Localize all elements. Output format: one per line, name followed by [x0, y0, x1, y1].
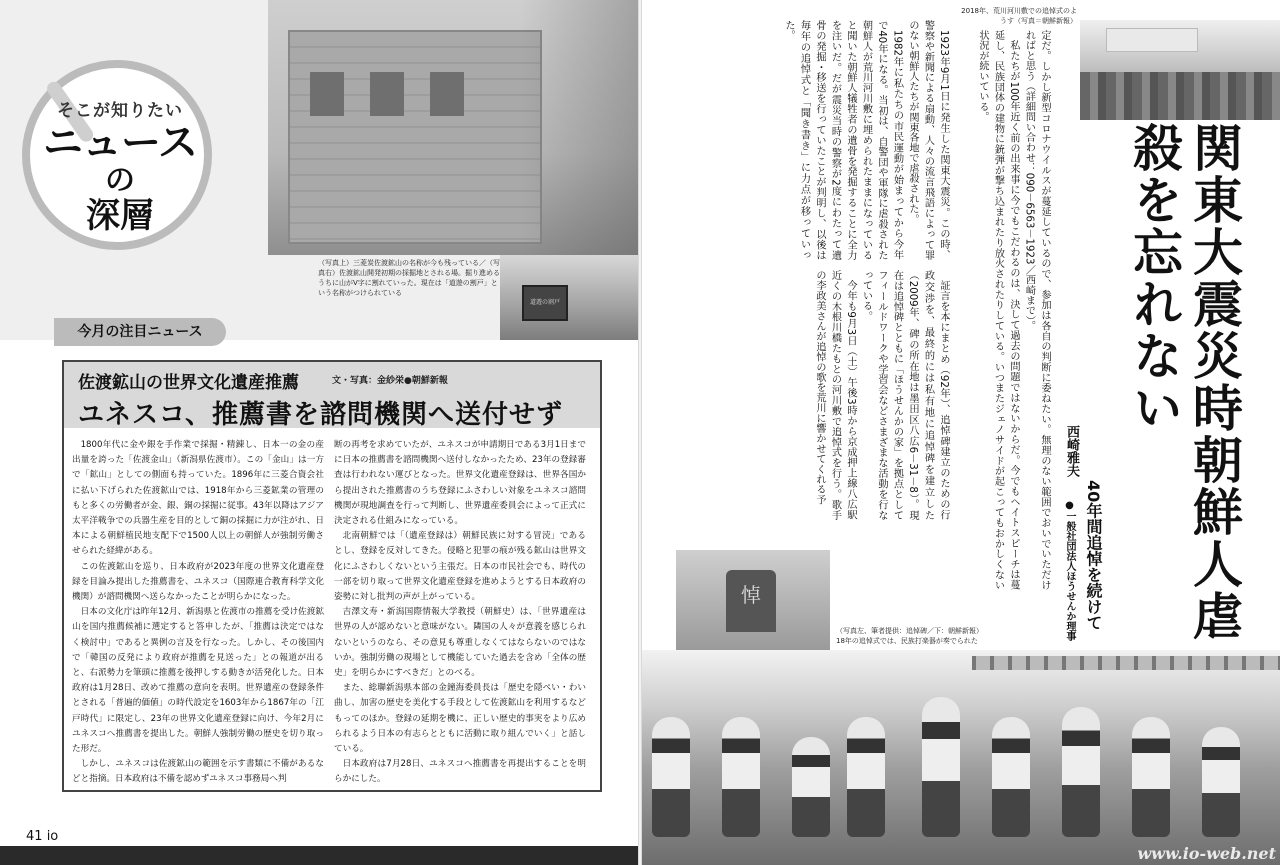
dancer — [992, 717, 1030, 837]
dancer — [1132, 717, 1170, 837]
dancer — [922, 697, 960, 837]
signboard-text: 道遊の割戸 — [529, 299, 560, 306]
article-column-2 — [334, 438, 586, 788]
corner-title-line1: そこが知りたい — [57, 101, 183, 121]
essay-block-3 — [852, 30, 1052, 590]
dancer — [1202, 727, 1240, 837]
paragraph: 私たちが100年近く前の出来事に今でもこだわるのは、決して過去の問題ではないからだ。今でもヘイトスピーチは蔓延し、民族団体の建物に銃弾が撃ち込まれたり放火されたりしている。いつまたジェノサイドが起こってもおかしくない状況が続いている。 — [977, 30, 1019, 590]
paragraph: また、総聯新潟県本部の金鐘海委員長は「歴史を隠ぺい・わい曲し、加害の歴史を美化する手段として佐渡鉱山を利用するなどもってのほか。登録の延期を機に、正しい歴史的事実をより広められるよう日本の有志らとともに活動に取り組んでいく」と話している。 — [334, 683, 586, 755]
mine-building-photo — [268, 0, 640, 255]
corner-title-line2: ニュース — [43, 120, 197, 166]
stone-photo-caption: （写真左、筆者提供：追悼碑／下：朝鮮新報）18年の追悼式では、民族打楽器が奏でられた — [836, 627, 983, 645]
memorial-ceremony-photo — [1080, 20, 1280, 120]
bridge — [972, 656, 1280, 670]
site-watermark: www.io-web.net — [1137, 844, 1276, 863]
paragraph: 定だ。しかし新型コロナウイルスが蔓延しているので、参加は各自の判断に委ねたい。無理のない範囲でおいでいただければと思う（詳細問い合わせ：090－6563－1923／西崎まで）。 — [1023, 30, 1050, 590]
doyu-split-photo — [500, 255, 640, 340]
building-window — [310, 72, 344, 116]
paragraph: 1800年代に金や銀を手作業で採掘・精錬し、日本一の金の産出量を誇った「佐渡金山」（新潟県佐渡市）。この「金山」は一方で「鉱山」としての側面も持っていた。1896年に三菱合資会社に払い下げられた佐渡鉱山では、1918年から三菱鉱業の管理のもと多くの労働者が金、銀、銅の採掘に従事。43年以降はアジア太平洋戦争での兵器生産を目的として銅の採掘に力が注がれ、日本による朝鮮植民地支配下で1500人以上の朝鮮人が強制労働させられた経緯がある。 — [72, 440, 324, 557]
corner-title — [35, 96, 205, 235]
author-name: 西崎雅夫 — [1064, 425, 1079, 477]
building-window — [430, 72, 464, 116]
paragraph: 1982年に私たちの市民運動が始まってから今年で40年になる。当初は、自警団や軍隊に虐殺された朝鮮人が荒川河川敷に埋められたままになっていると聞いた朝鮮人犠牲者の遺骨を発掘することに全力を注いだ。だが震災当時の警察が2度にわたって遺骨の発掘・移送を行っていたことが判明し、以後は毎年の追悼式と「聞き書き」に力点が移っていった。 — [783, 20, 903, 260]
photo-caption: （写真上）三菱炭佐渡鉱山の名称が今も残っている／（写真右）佐渡鉱山開発初期の採掘地とされる場。掘り進めるうちに山がV字に割れていった。現在は「道遊の割戸」という名称がつけられている — [318, 259, 500, 297]
dancer — [847, 717, 885, 837]
corner-title-line3: の — [105, 163, 135, 198]
crowd — [1080, 72, 1280, 120]
paragraph: しかし、ユネスコは佐渡鉱山の範囲を示す書類に不備があるなどと指摘。日本政府は不備を認めずユネスコ事務局へ判 — [72, 759, 324, 785]
author-affiliation: ●一般社団法人ほうせんか理事 — [1064, 500, 1075, 641]
paragraph: 日本の文化庁は昨年12月、新潟県と佐渡市の推薦を受け佐渡鉱山を国内推薦候補に選定すると答申したが、「推薦は決定ではなく検討中」であると異例の言及を行なった。しかし、その後国内で「韓国の反発により政府が推薦を見送った」との報道が出ると、右派勢力を筆頭に推薦を後押しする動きが活発化した。日本政府は1月28日、改めて推薦の意向を表明。世界遺産の登録条件とされる「普遍的価値」の時代設定を1603年から1867年の「江戸時代」に限定し、23年の世界文化遺産登録に向け、今年2月にユネスコへ推薦書を提出した。朝鮮人強制労働の歴史を切り取った形だ。 — [72, 607, 324, 755]
paragraph: この佐渡鉱山を巡り、日本政府が2023年度の世界文化遺産登録を目論み提出した推薦書を、ユネスコ（国際連合教育科学文化機関）が諮問機関へ送らなかったことが明らかになった。 — [72, 561, 324, 603]
bottom-bar — [0, 846, 640, 865]
paragraph: 証言を本にまとめ（92年）、追悼碑建立のための行政交渉を、最終的には私有地に追悼碑を建立した（2009年、碑の所在地は墨田区八広6－31－8）。現在は追悼碑とともに「ほうせんかの家」を拠点としてフィールドワークや学習会などさまざまな活動を行なっている。 — [860, 270, 949, 520]
news-article — [62, 360, 602, 792]
article-header — [64, 362, 600, 428]
tent — [1106, 28, 1198, 52]
dancer — [722, 717, 760, 837]
tree-branches — [520, 0, 640, 255]
feature-subtitle: 40年間追悼を続けて — [1084, 480, 1103, 631]
dancer — [792, 737, 830, 837]
corner-title-line4: 深層 — [86, 196, 154, 236]
feature-title: 関東大震災時朝鮮人虐殺を忘れない — [1125, 122, 1243, 642]
page-number: 41 — [26, 829, 43, 844]
paragraph: 断の再考を求めていたが、ユネスコが申請期日である3月1日までに日本の推薦書を諮問機関へ送付しなかったため、23年の登録審査は行われない運びとなった。世界文化遺産登録は、世界各国から提出された推薦書のうち登録にふさわしい対象をユネスコ諮問機関が現地調査を行って判断し、世界遺産委員会によって正式に決定される仕組みになっている。 — [334, 440, 586, 527]
building-wall — [288, 30, 542, 244]
paragraph: 北南朝鮮では「（遺産登録は）朝鮮民族に対する冒涜」であるとし、登録を反対してきた。侵略と犯罪の痕が残る鉱山は世界文化にふさわしくないという主張だ。日本の市民社会でも、時代の一部を切り取って世界文化遺産登録を進めようとする日本政府の姿勢に対し批判の声が上がっている。 — [334, 531, 586, 603]
magazine-name: io — [46, 829, 59, 844]
article-kicker: 佐渡鉱山の世界文化遺産推薦 — [78, 373, 299, 393]
article-headline: ユネスコ、推薦書を諮問機関へ送付せず — [78, 400, 563, 430]
paragraph: 今年も9月3日（土）午後3時から京成押上線八広駅近くの木根川橋たもとの河川敷で追悼式を行う。歌手の李政美さんが追悼の歌を荒川に響かせてくれる予 — [814, 270, 856, 520]
memorial-stone-photo — [676, 550, 830, 650]
right-page — [642, 0, 1280, 865]
paragraph: 日本政府は7月28日、ユネスコへ推薦書を再提出することを明らかにした。 — [334, 759, 586, 785]
memorial-photo-caption: 2018年、荒川河川敷での追悼式のようす（写真＝朝鮮新報） — [961, 7, 1077, 25]
page-folio — [26, 829, 58, 844]
article-byline: 文・写真：金紗栄●朝鮮新報 — [332, 376, 448, 386]
section-tag: 今月の注目ニュース — [54, 318, 226, 346]
article-column-1 — [72, 438, 324, 788]
dancers-photo — [642, 650, 1280, 865]
signboard — [522, 285, 568, 321]
memorial-stone: 悼 — [726, 570, 776, 632]
dancer — [1062, 707, 1100, 837]
paragraph: 1923年9月1日に発生した関東大震災。この時、警察や新聞による扇動、人々の流言飛語によって罪のない朝鮮人たちが関東各地で虐殺された。 — [907, 20, 949, 260]
building-window — [370, 72, 404, 116]
paragraph: 吉澤文寿・新潟国際情報大学教授（朝鮮史）は、「世界遺産は世界の人が認めないと意味がない。隣国の人々が意義を感じられないというのなら、その意見も尊重しなくてはならないのではないか。強制労働の現場として機能していた過去を含め「全体の歴史」を明らかにすべきだ」とのべる。 — [334, 607, 586, 679]
dancer — [652, 717, 690, 837]
